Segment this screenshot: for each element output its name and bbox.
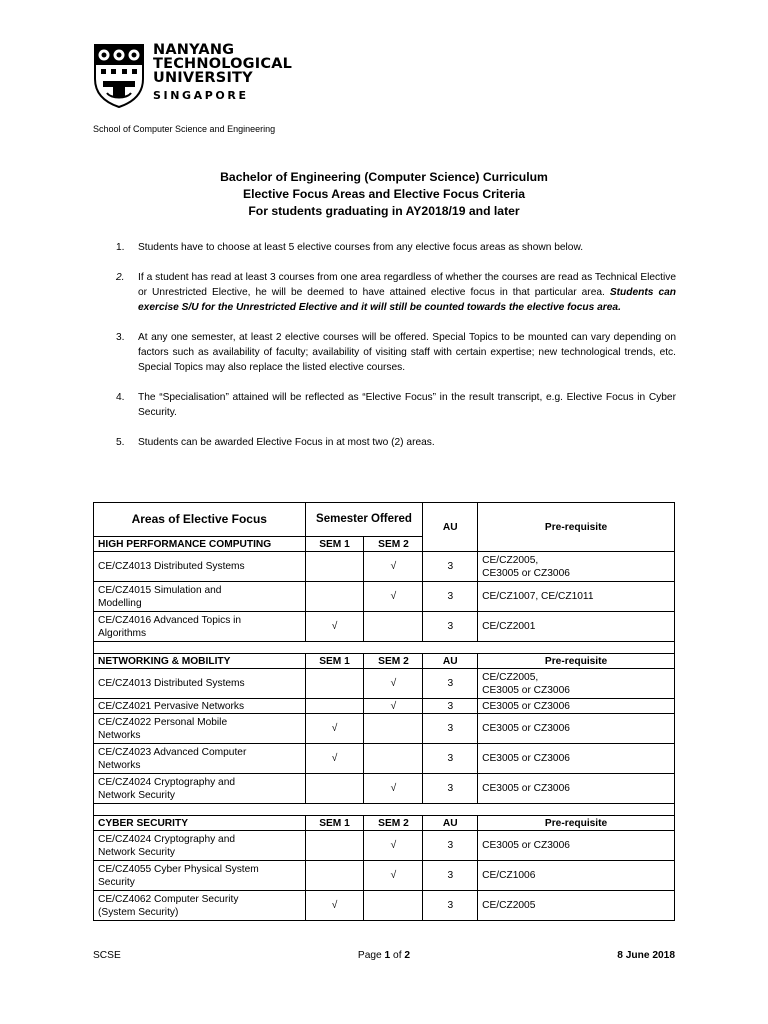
table-row — [94, 552, 675, 582]
course-line: (System Security) — [98, 906, 179, 918]
section-sem2: SEM 2 — [364, 816, 423, 831]
course-line: CE/CZ4024 Cryptography and — [98, 833, 236, 845]
list-text: If a student has read at least 3 courses from one area regardless of whether the courses are read as Technical Elective or Unrestricted Elective, he will be deemed to have attained elective focus in that particular area. — [138, 272, 676, 298]
sem1-cell: √ — [305, 744, 364, 774]
title-line-2: Elective Focus Areas and Elective Focus Criteria — [242, 187, 525, 201]
title-line-1: Bachelor of Engineering (Computer Science) Curriculum — [220, 170, 548, 184]
list-number: 3. — [116, 332, 125, 343]
list-number: 1. — [116, 242, 125, 253]
course-name — [94, 831, 306, 861]
au-cell: 3 — [423, 831, 478, 861]
sem1-cell — [305, 699, 364, 714]
prereq-cell: CE3005 or CZ3006 — [478, 714, 675, 744]
table-header-row — [94, 503, 675, 537]
page-number: 1 — [384, 950, 391, 961]
course-line: Modelling — [98, 597, 142, 609]
page-of: of — [390, 950, 405, 961]
section-prereq: Pre-requisite — [478, 816, 675, 831]
prereq-cell: CE3005 or CZ3006 — [478, 744, 675, 774]
table-row — [94, 582, 675, 612]
sem2-cell: √ — [364, 774, 423, 804]
course-line: CE/CZ4024 Cryptography and — [98, 776, 236, 788]
list-item — [116, 390, 676, 420]
sem1-cell — [305, 861, 364, 891]
school-name: School of Computer Science and Engineering — [93, 124, 276, 134]
course-name: CE/CZ4021 Pervasive Networks — [94, 699, 306, 714]
au-cell: 3 — [423, 699, 478, 714]
list-text: At any one semester, at least 2 elective courses will be offered. Special Topics to be mounted can vary depending on factors such as availability of faculty; availability of visiting staff with certain expertise; new technological trends, etc. Special Topics may also replace the listed elective courses. — [138, 332, 676, 373]
course-line: CE/CZ4023 Advanced Computer — [98, 746, 247, 758]
list-item — [116, 330, 676, 375]
course-name — [94, 861, 306, 891]
prereq-cell: CE3005 or CZ3006 — [478, 699, 675, 714]
course-name — [94, 612, 306, 642]
sem1-cell — [305, 774, 364, 804]
prereq-cell: CE/CZ1007, CE/CZ1011 — [478, 582, 675, 612]
header-prereq: Pre-requisite — [478, 503, 675, 552]
prereq-cell: CE/CZ2001 — [478, 612, 675, 642]
course-line: Network Security — [98, 789, 175, 801]
university-name-line: TECHNOLOGICAL — [153, 56, 293, 72]
course-name — [94, 891, 306, 921]
sem2-cell: √ — [364, 861, 423, 891]
table-row — [94, 699, 675, 714]
list-number: 4. — [116, 392, 125, 403]
section-header-row — [94, 654, 675, 669]
university-name-line: UNIVERSITY — [153, 70, 253, 86]
course-line: CE/CZ4062 Computer Security — [98, 893, 239, 905]
course-name — [94, 582, 306, 612]
section-sem1: SEM 1 — [305, 537, 364, 552]
page-total: 2 — [404, 950, 411, 961]
table-row — [94, 714, 675, 744]
sem2-cell: √ — [364, 699, 423, 714]
document-title — [0, 169, 768, 220]
list-item — [116, 270, 676, 315]
list-text: The “Specialisation” attained will be reflected as “Elective Focus” in the result transcript, e.g. Elective Focus in Cyber Security. — [138, 392, 676, 418]
au-cell: 3 — [423, 744, 478, 774]
prereq-line: CE3005 or CZ3006 — [482, 567, 570, 579]
course-line: Algorithms — [98, 627, 147, 639]
course-name — [94, 774, 306, 804]
section-au: AU — [423, 654, 478, 669]
au-cell: 3 — [423, 612, 478, 642]
prereq-line: CE3005 or CZ3006 — [482, 684, 570, 696]
section-au: AU — [423, 816, 478, 831]
course-line: Networks — [98, 729, 141, 741]
section-name: CYBER SECURITY — [94, 816, 306, 831]
university-country: SINGAPORE — [153, 89, 249, 102]
university-name-line: NANYANG — [153, 42, 235, 58]
ntu-wordmark — [153, 43, 292, 102]
course-line: CE/CZ4022 Personal Mobile — [98, 716, 228, 728]
prereq-cell: CE/CZ2005 — [478, 891, 675, 921]
prereq-cell — [478, 552, 675, 582]
course-line: CE/CZ4016 Advanced Topics in — [98, 614, 242, 626]
course-line: CE/CZ4013 Distributed Systems — [98, 561, 245, 572]
sem2-cell: √ — [364, 582, 423, 612]
sem2-cell — [364, 891, 423, 921]
sem2-cell — [364, 612, 423, 642]
sem1-cell: √ — [305, 612, 364, 642]
course-name — [94, 744, 306, 774]
sem2-cell: √ — [364, 669, 423, 699]
list-number: 2. — [116, 272, 125, 283]
list-text-emphasis: Students can exercise S/U for the Unrestricted Elective and it will still be counted towards the elective focus area. — [138, 287, 676, 313]
section-spacer — [94, 642, 675, 654]
section-sem2: SEM 2 — [364, 537, 423, 552]
au-cell: 3 — [423, 582, 478, 612]
au-cell: 3 — [423, 552, 478, 582]
page-prefix: Page — [357, 950, 385, 961]
au-cell: 3 — [423, 774, 478, 804]
list-item — [116, 240, 676, 255]
header-semester: Semester Offered — [305, 503, 423, 537]
prereq-cell: CE3005 or CZ3006 — [478, 774, 675, 804]
header-au: AU — [423, 503, 478, 552]
prereq-line: CE/CZ2005, — [482, 554, 539, 566]
table-row — [94, 831, 675, 861]
section-sem1: SEM 1 — [305, 654, 364, 669]
prereq-cell — [478, 669, 675, 699]
prereq-cell: CE3005 or CZ3006 — [478, 831, 675, 861]
course-line: Network Security — [98, 846, 175, 858]
course-line: Security — [98, 876, 135, 888]
course-name: CE/CZ4013 Distributed Systems — [94, 669, 306, 699]
section-name: NETWORKING & MOBILITY — [94, 654, 306, 669]
au-cell: 3 — [423, 861, 478, 891]
course-line: CE/CZ4055 Cyber Physical System — [98, 863, 259, 875]
criteria-list — [116, 240, 676, 450]
sem2-cell: √ — [364, 831, 423, 861]
section-prereq: Pre-requisite — [478, 654, 675, 669]
list-text: Students can be awarded Elective Focus in at most two (2) areas. — [138, 437, 435, 448]
table-row — [94, 669, 675, 699]
course-name — [94, 714, 306, 744]
sem1-cell: √ — [305, 891, 364, 921]
footer-dept: SCSE — [93, 950, 121, 961]
table-row — [94, 744, 675, 774]
table-row — [94, 891, 675, 921]
course-line: CE/CZ4015 Simulation and — [98, 584, 222, 596]
sem2-cell — [364, 744, 423, 774]
list-item — [116, 435, 676, 450]
sem1-cell — [305, 669, 364, 699]
ntu-logo — [93, 43, 293, 113]
sem2-cell — [364, 714, 423, 744]
section-spacer — [94, 804, 675, 816]
prereq-line: CE/CZ2005, — [482, 671, 539, 683]
sem1-cell — [305, 831, 364, 861]
sem1-cell — [305, 582, 364, 612]
au-cell: 3 — [423, 714, 478, 744]
course-line: Networks — [98, 759, 141, 771]
section-sem1: SEM 1 — [305, 816, 364, 831]
table-row — [94, 774, 675, 804]
title-line-3: For students graduating in AY2018/19 and later — [248, 204, 520, 218]
course-name — [94, 552, 306, 582]
section-header-row — [94, 816, 675, 831]
header-areas: Areas of Elective Focus — [94, 503, 306, 537]
ntu-crest-icon — [93, 43, 145, 109]
list-number: 5. — [116, 437, 125, 448]
table-row — [94, 861, 675, 891]
au-cell: 3 — [423, 669, 478, 699]
section-name: HIGH PERFORMANCE COMPUTING — [94, 537, 306, 552]
elective-focus-table — [93, 502, 675, 921]
table-row — [94, 612, 675, 642]
prereq-cell: CE/CZ1006 — [478, 861, 675, 891]
section-sem2: SEM 2 — [364, 654, 423, 669]
list-text: Students have to choose at least 5 elective courses from any elective focus areas as shown below. — [138, 242, 584, 253]
sem2-cell: √ — [364, 552, 423, 582]
sem1-cell: √ — [305, 714, 364, 744]
sem1-cell — [305, 552, 364, 582]
au-cell: 3 — [423, 891, 478, 921]
footer-date: 8 June 2018 — [617, 950, 675, 961]
